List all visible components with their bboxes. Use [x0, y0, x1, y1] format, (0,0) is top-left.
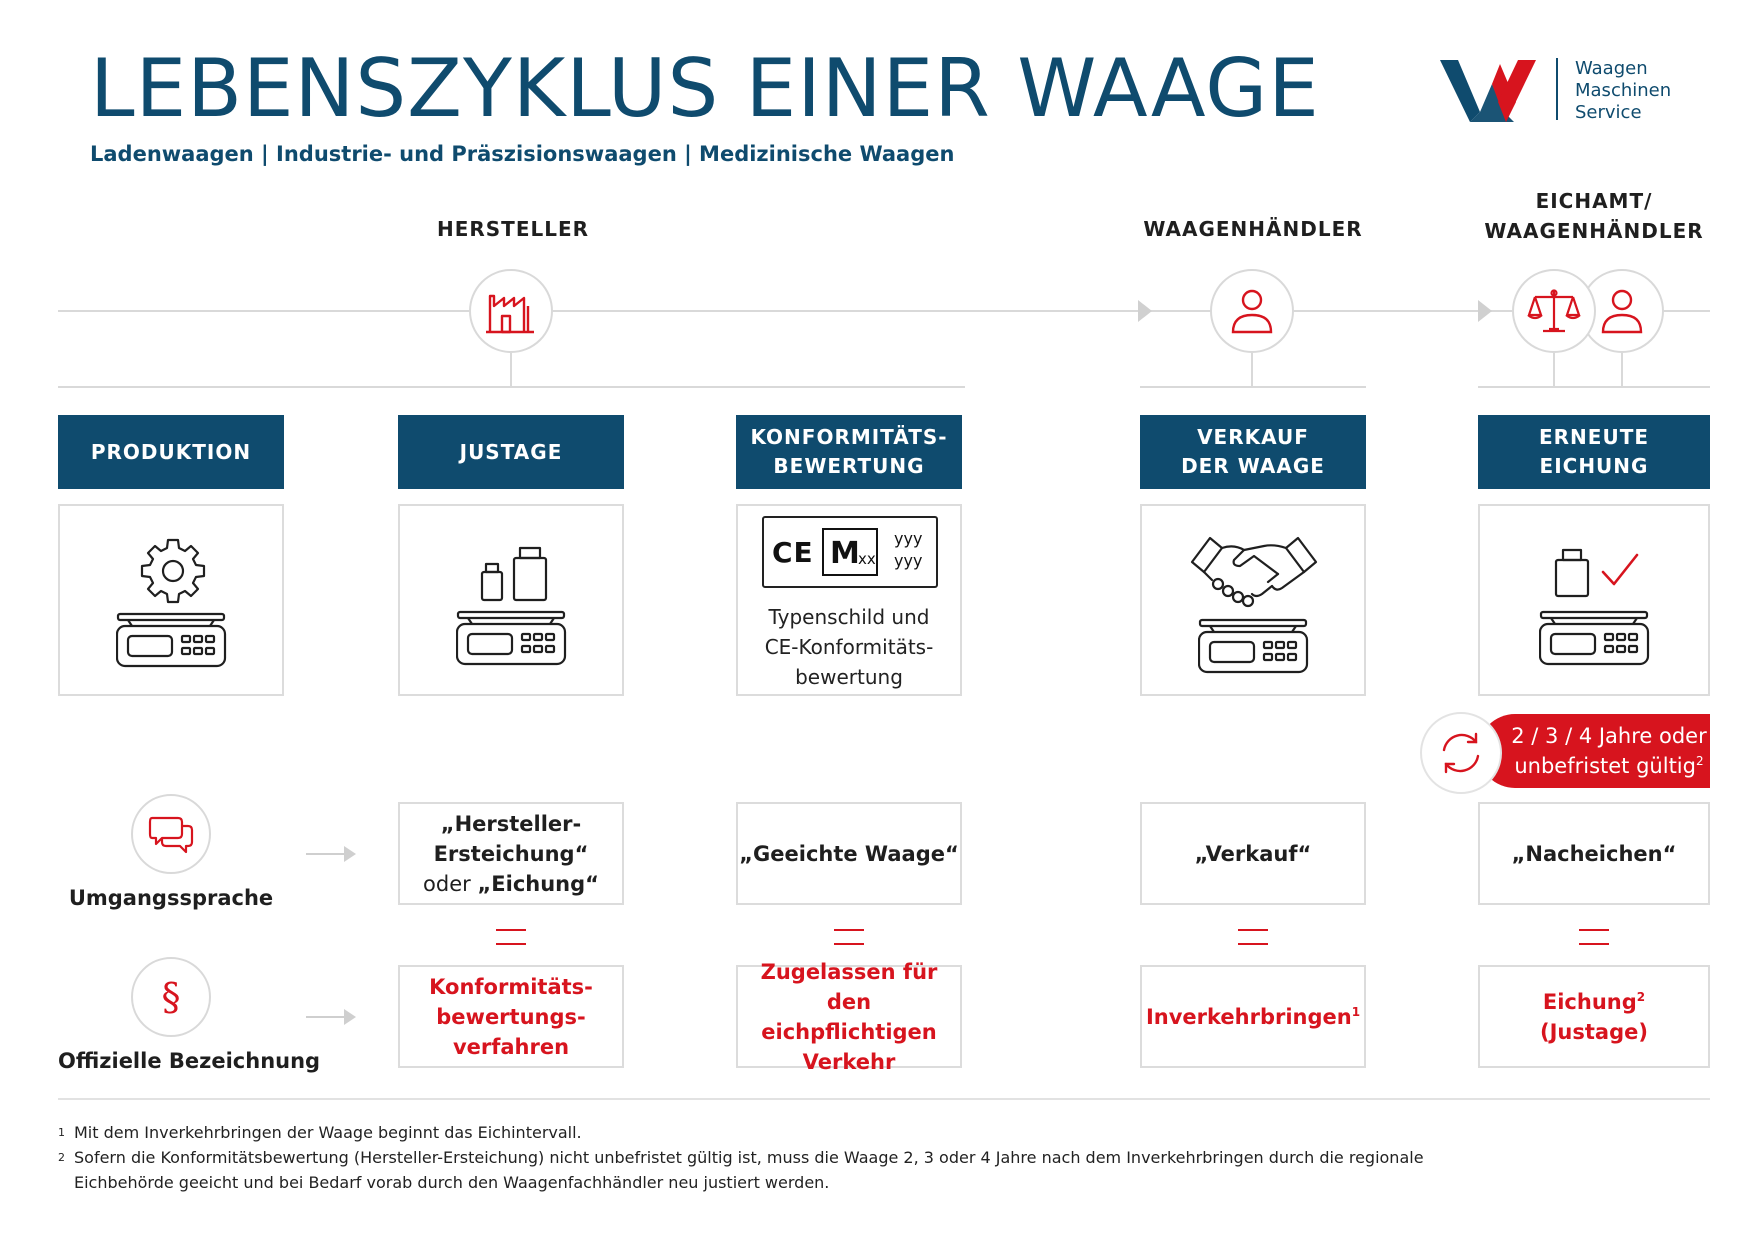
row-label-offiziell: Offizielle Bezeichnung	[58, 1049, 321, 1073]
footnotes	[58, 1120, 1708, 1195]
stage-justage: JUSTAGE	[398, 415, 624, 489]
scale-icon	[1539, 610, 1651, 668]
speech-bubbles-icon	[148, 814, 194, 854]
stage-verkauf	[1140, 415, 1366, 489]
stage-konformitaet-line2: BEWERTUNG	[773, 454, 925, 478]
type-plate-caption-line3: bewertung	[795, 665, 903, 689]
term-official-konformitaet-line3: Verkehr	[802, 1049, 896, 1074]
validity-footnote-ref: 2	[1695, 754, 1704, 768]
footnote-1-num: 1	[58, 1126, 65, 1139]
speech-bubble-circle	[131, 794, 211, 874]
connector-line	[1553, 353, 1555, 387]
footnote-2-num: 2	[58, 1151, 65, 1164]
scale-icon	[1198, 618, 1310, 676]
term-official-konformitaet	[736, 959, 962, 1074]
arrow-right-icon	[306, 844, 356, 864]
timeline-arrow-icon	[1138, 300, 1152, 322]
actor-label-eichamt-line1: EICHAMT/	[1535, 189, 1653, 213]
actor-label-eichamt-line2: WAAGENHÄNDLER	[1484, 219, 1704, 243]
stage-konformitaet	[736, 415, 962, 489]
term-eichung: „Eichung“	[477, 871, 599, 896]
nb-line1: yyy	[894, 529, 923, 548]
stage-box-justage	[398, 504, 624, 696]
validity-line2: unbefristet gültig	[1514, 754, 1696, 778]
logo-line-2: Maschinen	[1575, 80, 1672, 101]
gear-icon	[140, 538, 206, 604]
renewal-circle	[1420, 712, 1502, 794]
actor-label-hersteller: HERSTELLER	[436, 217, 590, 241]
factory-icon	[486, 288, 536, 334]
term-official-erneute	[1478, 965, 1710, 1068]
metrology-mark-box	[822, 528, 878, 576]
term-official-erneute-line2: (Justage)	[1540, 1019, 1648, 1044]
term-colloquial-erneute: „Nacheichen“	[1478, 802, 1710, 905]
metrology-mark-xx: xx	[858, 550, 876, 568]
stage-box-konformitaet	[736, 504, 962, 696]
equals-sign	[834, 929, 864, 945]
stage-produktion: PRODUKTION	[58, 415, 284, 489]
term-official-justage-line1: Konformitäts-	[429, 974, 593, 999]
term-colloquial-verkauf: „Verkauf“	[1140, 802, 1366, 905]
stage-box-erneute-eichung	[1478, 504, 1710, 696]
term-official-justage-line3: verfahren	[452, 1034, 570, 1059]
footnote-1	[58, 1120, 1708, 1145]
term-oder: oder	[423, 871, 478, 896]
factory-circle	[469, 269, 553, 353]
scale-icon	[456, 610, 568, 668]
nb-line2: yyy	[894, 551, 923, 570]
connector-line	[1251, 353, 1253, 387]
stage-erneute-line2: EICHUNG	[1539, 454, 1649, 478]
actor-label-haendler: WAAGENHÄNDLER	[1143, 217, 1363, 241]
ce-mark: CE	[772, 536, 814, 569]
footnote-1-text: Mit dem Inverkehrbringen der Waage beginnt das Eichintervall.	[74, 1123, 582, 1142]
actor-label-eichamt	[1478, 186, 1710, 246]
stage-erneute-eichung	[1478, 415, 1710, 489]
handshake-icon	[1190, 536, 1318, 608]
person-circle	[1210, 269, 1294, 353]
checkmark-icon	[1600, 552, 1640, 588]
balance-scale-icon	[1527, 287, 1581, 335]
type-plate-caption	[738, 602, 960, 692]
metrology-mark-m: M	[830, 536, 860, 571]
person-icon	[1230, 287, 1274, 335]
group-line-haendler	[1140, 386, 1366, 388]
refresh-icon	[1436, 728, 1486, 778]
equals-sign	[1579, 929, 1609, 945]
footnote-2	[58, 1145, 1708, 1195]
term-official-erneute-line1: Eichung	[1542, 989, 1637, 1014]
person-icon	[1600, 287, 1644, 335]
stage-box-verkauf	[1140, 504, 1366, 696]
scale-icon	[116, 612, 228, 670]
term-official-konformitaet-line2: den eichpflichtigen	[761, 989, 937, 1044]
term-colloquial-konformitaet: „Geeichte Waage“	[736, 802, 962, 905]
stage-erneute-line1: ERNEUTE	[1538, 425, 1649, 449]
term-colloquial-justage-line3	[423, 869, 599, 899]
equals-sign	[496, 929, 526, 945]
paragraph-icon: §	[161, 975, 181, 1019]
type-plate-caption-line2: CE-Konformitäts-	[764, 635, 934, 659]
stage-konformitaet-line1: KONFORMITÄTS-	[750, 425, 948, 449]
notified-body-number	[894, 528, 922, 572]
page-title: LEBENSZYKLUS EINER WAAGE	[90, 42, 1320, 135]
term-official-verkauf	[1140, 965, 1366, 1068]
justice-scale-circle	[1512, 269, 1596, 353]
page-subtitle: Ladenwaagen | Industrie- und Präszisionswaagen | Medizinische Waagen	[90, 142, 955, 166]
arrow-right-icon	[306, 1007, 356, 1027]
footer-divider	[58, 1098, 1710, 1100]
paragraph-circle	[131, 957, 211, 1037]
stage-verkauf-line2: DER WAAGE	[1181, 454, 1325, 478]
timeline-arrow-icon	[1478, 300, 1492, 322]
group-line-hersteller	[58, 386, 965, 388]
footnote-2-text: Sofern die Konformitätsbewertung (Hersteller-Ersteichung) nicht unbefristet gültig ist, muss die Waage 2, 3 oder 4 Jahre nach dem Inverkehrbringen durch die regionale Eichbehörde geeicht und bei Bedarf vorab durch den Waagenfachhändler neu justiert werden.	[74, 1148, 1424, 1192]
equals-sign	[1238, 929, 1268, 945]
weights-icon	[478, 544, 548, 602]
type-plate-caption-line1: Typenschild und	[768, 605, 930, 629]
stage-box-produktion	[58, 504, 284, 696]
term-official-verkauf-text: Inverkehrbringen	[1145, 1004, 1352, 1029]
term-official-justage	[398, 965, 624, 1068]
weight-icon	[1554, 546, 1590, 598]
footnote-ref-2: 2	[1636, 989, 1646, 1004]
logo-line-1: Waagen	[1575, 58, 1648, 79]
term-colloquial-justage	[398, 802, 624, 905]
validity-line1: 2 / 3 / 4 Jahre oder	[1511, 724, 1707, 748]
connector-line	[1621, 353, 1623, 387]
stage-verkauf-line1: VERKAUF	[1197, 425, 1309, 449]
timeline-line	[58, 310, 1710, 312]
logo-text	[1575, 58, 1671, 124]
footnote-ref-1: 1	[1351, 1004, 1361, 1019]
connector-line	[510, 353, 512, 387]
type-plate	[762, 516, 938, 588]
validity-line2-wrap	[1511, 751, 1706, 781]
validity-badge	[1478, 714, 1710, 788]
logo-line-3: Service	[1575, 102, 1642, 123]
row-label-umgangssprache: Umgangssprache	[68, 886, 274, 910]
group-line-eichamt	[1478, 386, 1710, 388]
term-colloquial-justage-line2: Ersteichung“	[433, 841, 589, 866]
term-official-konformitaet-line1: Zugelassen für	[760, 959, 938, 984]
term-official-justage-line2: bewertungs-	[436, 1004, 586, 1029]
term-colloquial-justage-line1: „Hersteller-	[440, 811, 582, 836]
